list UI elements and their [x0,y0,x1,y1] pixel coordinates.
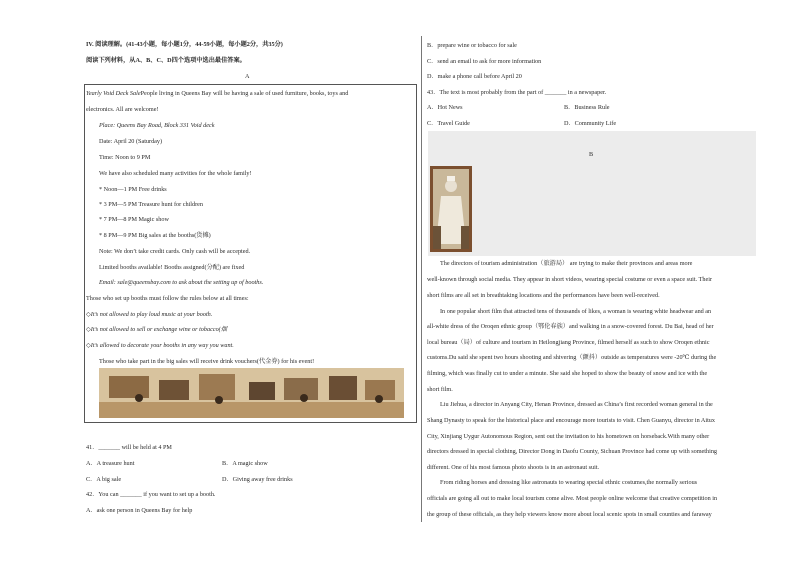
ethnic-costume-photo [430,166,472,252]
passage-b-line: different. One of his most famous photo shoots is in an astronaut suit. [427,464,600,471]
question-42-option[interactable]: C．send an email to ask for more information [427,58,542,65]
rules-intro: Those who set up booths must follow the rules below at all times: [86,295,249,302]
sale-title: Yearly Void Deck Sale [86,90,141,97]
intro-line [86,90,348,98]
question-41-option[interactable]: D．Giving away free drinks [222,476,293,483]
limited-booths: Limited booths available! Booths assigned(分配) are fixed [99,264,245,271]
column-divider [421,36,422,522]
question-42-stem: 42．You can _______ if you want to set up a booth. [86,491,216,498]
sale-banner-image [99,368,404,418]
question-41-option[interactable]: C．A big sale [86,476,122,483]
passage-b-line: customs.Du said she spent two hours shooting and shivering（颤抖）outside as temperatures were -20℃ during the [427,354,717,361]
instruction: 阅读下列材料，从A、B、C、D四个选项中选出最佳答案。 [86,57,246,64]
rule-item: ◇It’s not allowed to play loud music at your booth. [86,311,213,318]
passage-b-line: directors dressed in special clothing, Director Dong in Daofu County, Sichuan Province had come up with something [427,448,718,455]
passage-b-line: City, Xinjiang Uygur Autonomous Region, sent out the invitation to his hometown on horseback.With many other [427,433,710,440]
question-42-option[interactable]: A．ask one person in Queens Bay for help [86,507,193,514]
question-41-option[interactable]: B．A magic show [222,460,268,467]
intro-text: People living in Queens Bay will be having a sale of used furniture, books, toys and [140,90,349,97]
passage-b-line: Liu Jiehua, a director in Anyang City, Henan Province, dressed as China’s first recorded woman general in the [440,401,713,408]
question-42-option[interactable]: B．prepare wine or tobacco for sale [427,42,517,49]
question-42-option[interactable]: D．make a phone call before April 20 [427,73,522,80]
question-43-stem: 43．The text is most probably from the part of _______ in a newspaper. [427,89,607,96]
passage-b-line: From riding horses and dressing like astronauts to wearing special ethnic costumes,the normally serious [440,479,698,486]
activity-item: * Noon—1 PM Free drinks [99,186,167,193]
passage-b-line: well-known through social media. They appear in short videos, wearing special costume or even a space suit. Their [427,276,712,283]
question-43-option[interactable]: B．Business Rule [564,104,610,111]
passage-b-line: the group of these officials, as they help viewers know more about local scenic spots in small counties and faraway [427,511,712,518]
email-line: Email: sale@queensbay.com to ask about the setting up of booths. [99,279,264,286]
passage-b-line: short films are all set in breathtaking locations and the performances have been well-received. [427,292,660,299]
passage-b-line: Shang Dynasty to speak for the historical place and encourage more tourists to visit. Chen Guanyu, director in Aitux [427,417,715,424]
rule-item: ◇It’s allowed to decorate your booths in any way you want. [86,342,234,349]
question-41-stem: 41．_______ will be held at 4 PM [86,444,172,451]
question-43-option[interactable]: A．Hot News [427,104,463,111]
activity-item: * 8 PM—9 PM Big sales at the booths(货摊) [99,232,211,239]
date: Date: April 20 (Saturday) [99,138,163,145]
time: Time: Noon to 9 PM [99,154,151,161]
market-scene-icon [99,368,404,418]
activity-item: * 7 PM—8 PM Magic show [99,216,169,223]
activity-item: * 3 PM—5 PM Treasure hunt for children [99,201,203,208]
question-43-option[interactable]: C．Travel Guide [427,120,470,127]
passage-b-line: officials are going all out to make local tourism come alive. Most people online welcome that creative competition in [427,495,718,502]
person-in-costume-icon [430,166,472,252]
intro-cont: electronics. All are welcome! [86,106,159,113]
section-header: IV. 阅读理解。(41-43小题，每小题1分，44-59小题，每小题2分，共35分) [86,41,283,48]
passage-b-line: short film. [427,386,453,393]
note: Note: We don’t take credit cards. Only cash will be accepted. [99,248,251,255]
passage-b-line: filming, which was finally cut to under a minute. She said she hoped to show the beauty of snow and ice with the [427,370,708,377]
passage-b-line: In one popular short film that attracted tens of thousands of likes, a woman is wearing white headwear and an [440,308,712,315]
place: Place: Queens Bay Road, Block 331 Void deck [99,122,215,129]
passage-b-line: local bureau（局）of culture and tourism in Heilongjiang Province, filmed herself as such to show Oroqen ethnic [427,339,710,346]
vouchers: Those who take part in the big sales will receive drink vouchers(代金券) for his event! [99,358,315,365]
passage-b-line: The directors of tourism administration（旅游局） are trying to make their provinces and areas more [440,260,693,267]
activities-intro: We have also scheduled many activities for the whole family! [99,170,252,177]
passage-a-label: A [245,73,250,80]
question-41-option[interactable]: A．A treasure hunt [86,460,135,467]
passage-b-band [428,131,756,256]
rule-item: ◇It’s not allowed to sell or exchange wine or tobacco(烟 [86,326,227,333]
question-43-option[interactable]: D．Community Life [564,120,617,127]
passage-b-label: B [589,151,594,158]
passage-b-line: all-white dress of the Oroqen ethnic group（鄂伦春族）and walking in a snow-covered forest. Du Bai, head of her [427,323,714,330]
